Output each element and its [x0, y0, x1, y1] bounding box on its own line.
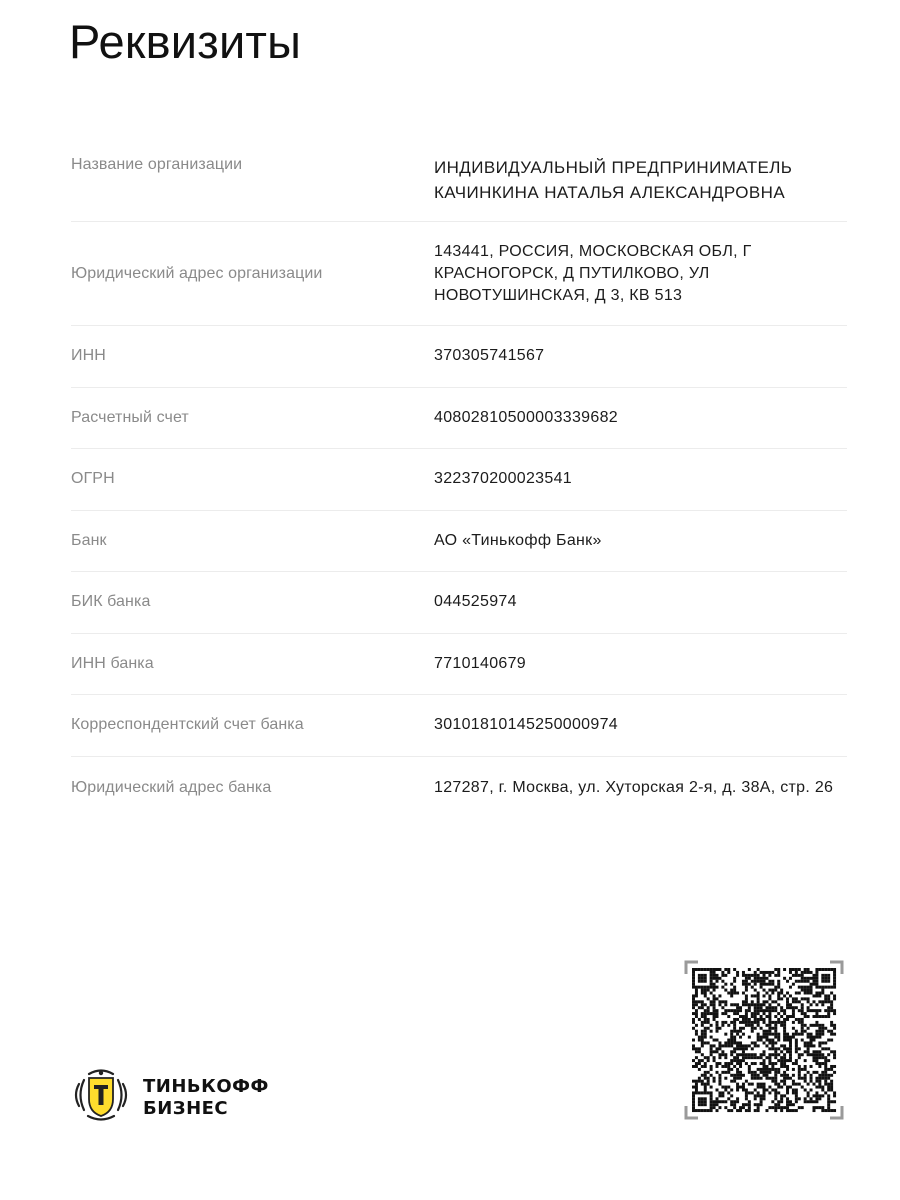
row-bank-address	[71, 757, 847, 819]
row-value: 30101810145250000974	[434, 716, 618, 734]
tinkoff-coat-of-arms-icon	[71, 1066, 131, 1129]
row-bik	[71, 572, 847, 634]
row-label: Название организации	[71, 156, 243, 173]
row-label: Расчетный счет	[71, 408, 189, 426]
row-label: Корреспондентский счет банка	[71, 716, 304, 734]
row-value: ИНДИВИДУАЛЬНЫЙ ПРЕДПРИНИМАТЕЛЬ КАЧИНКИНА НАТАЛЬЯ АЛЕКСАНДРОВНА	[434, 158, 793, 202]
row-value: 127287, г. Москва, ул. Хуторская 2-я, д. 38А, стр. 26	[434, 778, 834, 796]
row-bank	[71, 511, 847, 573]
row-correspondent-account	[71, 695, 847, 757]
row-organization-name	[71, 135, 847, 222]
requisites-table	[71, 135, 847, 819]
row-label: Юридический адрес банка	[71, 778, 272, 796]
logo-line-1: ТИНЬКОФФ	[143, 1075, 269, 1097]
row-account	[71, 388, 847, 450]
row-bank-inn	[71, 634, 847, 696]
row-inn	[71, 326, 847, 388]
row-value: 044525974	[434, 593, 517, 611]
page-title: Реквизиты	[69, 15, 302, 68]
row-label: ИНН банка	[71, 654, 154, 672]
row-label: ИНН	[71, 347, 106, 365]
row-ogrn	[71, 449, 847, 511]
row-value: 143441, РОССИЯ, МОСКОВСКАЯ ОБЛ, Г КРАСНОГОРСК, Д ПУТИЛКОВО, УЛ НОВОТУШИНСКАЯ, Д 3, КВ 513	[434, 242, 752, 304]
row-value: 370305741567	[434, 347, 545, 365]
tinkoff-business-logo	[71, 1066, 269, 1129]
row-label: Юридический адрес организации	[71, 264, 323, 282]
row-value: 40802810500003339682	[434, 408, 618, 426]
row-value: 322370200023541	[434, 470, 572, 488]
row-organization-address	[71, 222, 847, 326]
row-value: 7710140679	[434, 654, 526, 672]
qr-code-icon	[684, 960, 844, 1120]
row-value: АО «Тинькофф Банк»	[434, 531, 602, 549]
row-label: БИК банка	[71, 593, 151, 611]
logo-wordmark	[143, 1076, 269, 1120]
row-label: Банк	[71, 531, 107, 549]
row-label: ОГРН	[71, 470, 115, 488]
logo-line-2: БИЗНЕС	[143, 1097, 229, 1119]
